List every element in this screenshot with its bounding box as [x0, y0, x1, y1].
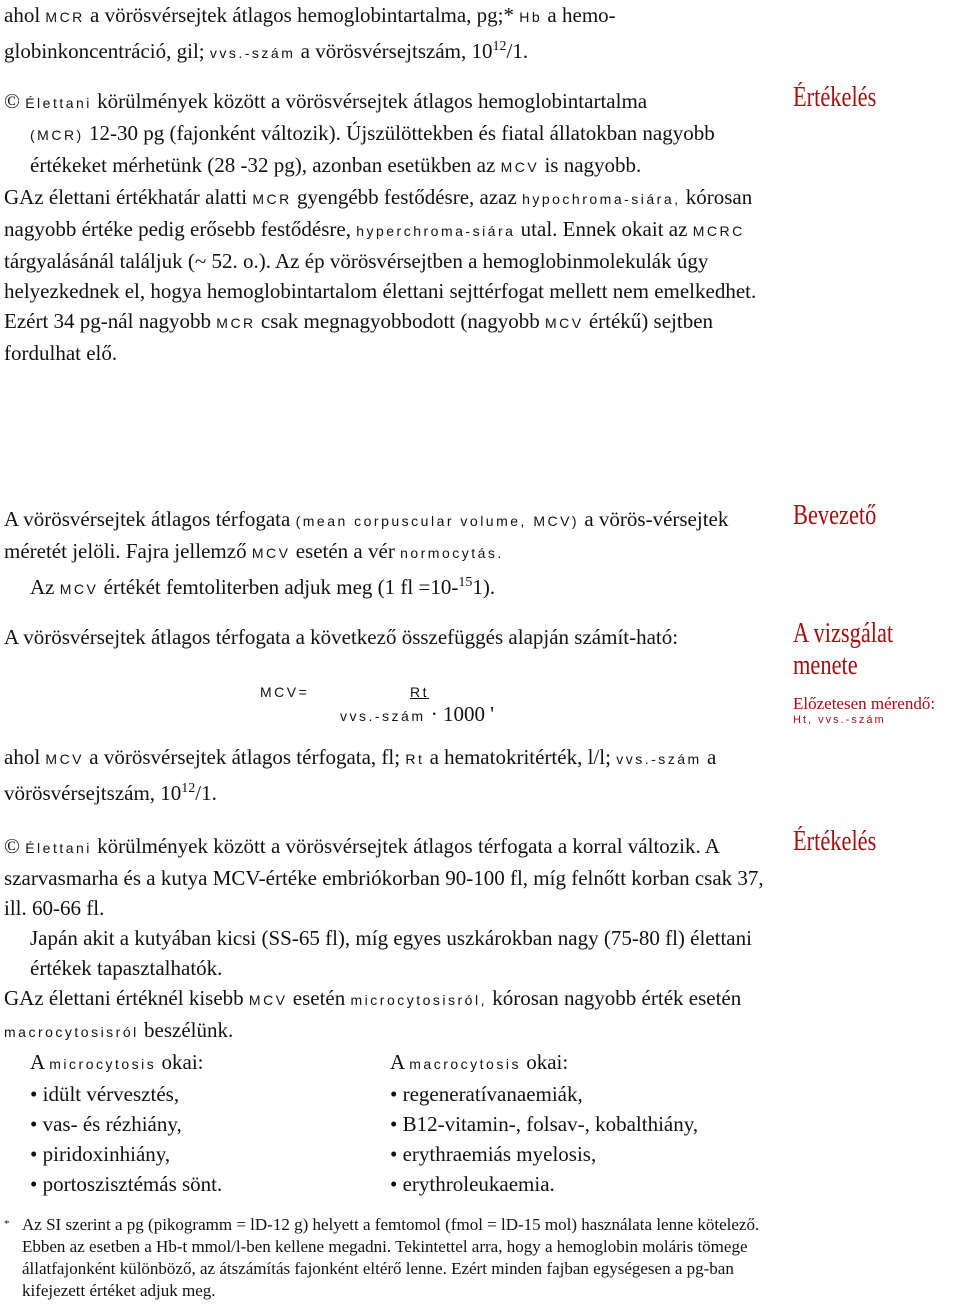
macrocytosis-causes — [390, 1047, 750, 1199]
text: nagyobb értékeket mérhetünk (28 -32 pg), azonban esetükben az — [30, 121, 715, 177]
text: 12-30 pg (fajonként változik). Újszülöttekben és fiatal állatokban — [88, 121, 638, 145]
side-title: Bevezető — [793, 500, 877, 531]
cause-lists — [4, 1047, 779, 1199]
text: a vörösvérsejtszám, 10 — [300, 39, 493, 63]
side-subnote: Ht, vvs.-szám — [793, 714, 886, 726]
formula-numerator: Rt — [410, 684, 429, 700]
lead-word: Élettani — [25, 840, 92, 856]
text: is nagyobb. — [544, 153, 642, 177]
exponent: 12 — [181, 781, 196, 796]
sidebar-heading-intro — [793, 500, 958, 532]
abbr-rt: Rt — [405, 751, 425, 767]
abbr-mcv: MCV — [248, 992, 288, 1008]
term-microcytosis: microcytosisról, — [350, 992, 487, 1008]
list-heading — [30, 1047, 390, 1079]
term-microcytosis: microcytosis — [49, 1056, 157, 1072]
copyright-icon: © — [4, 834, 20, 858]
list-item: • erythroleukaemia. — [390, 1169, 750, 1199]
text: A vörösvérsejtek átlagos térfogata — [4, 507, 291, 531]
top-line-2 — [4, 32, 779, 68]
text: 1). — [472, 575, 496, 599]
top-line-1 — [4, 0, 779, 32]
abbr-vvs: vvs.-szám — [209, 45, 296, 61]
list-item: • piridoxinhiány, — [30, 1139, 390, 1169]
abbr-mcr: MCR — [216, 315, 256, 331]
text: esetén a vér — [295, 539, 395, 563]
text: /1. — [506, 39, 529, 63]
footnote-marker: * — [4, 1218, 10, 1230]
list-item: • erythraemiás myelosis, — [390, 1139, 750, 1169]
abbr-mcv: MCV — [544, 315, 584, 331]
text: kórosan nagyobb érték esetén — [492, 986, 742, 1010]
text: ahol — [4, 3, 41, 27]
list-item: • portoszisztémás sönt. — [30, 1169, 390, 1199]
text: A — [390, 1050, 405, 1074]
text: globinkoncentráció, gil; — [4, 39, 205, 63]
text: tárgyalásánál találjuk (~ 52. o.). Az ép vörösvérsejtben a hemoglobinmolekulák úgy helyezkednek el, hogya hemoglobintartalom élettani sejttérfogat mellett nem emelkedhet. Ezért 34 pg-nál nagyobb — [4, 249, 757, 333]
text: GAz élettani értékhatár alatti — [4, 185, 248, 209]
exponent: 15 — [458, 575, 473, 590]
method-paragraph: A vörösvérsejtek átlagos térfogata a következő összefüggés alapján számít-ható: — [4, 625, 679, 649]
abbr-mcr: MCR — [45, 9, 85, 25]
text: értékű) sejtben fordulhat elő. — [4, 309, 714, 365]
text: · 1000 ' — [430, 702, 495, 726]
text: esetén — [292, 986, 346, 1010]
intro-unit-line — [4, 568, 779, 604]
text: csak megnagyobbodott (nagyobb — [260, 309, 540, 333]
abbr-mcr: MCR) — [37, 127, 84, 143]
abbr-mcv: MCV — [45, 751, 85, 767]
sidebar-heading-evaluation-1 — [793, 82, 958, 114]
text: a hemo- — [547, 3, 616, 27]
lead-word: Élettani — [25, 95, 92, 111]
exponent: 12 — [492, 39, 507, 54]
list-heading — [390, 1047, 750, 1079]
term-hypochromasia: hypochroma-siára, — [522, 191, 681, 207]
list-item: • vas- és rézhiány, — [30, 1109, 390, 1139]
text: beszélünk. — [144, 1018, 234, 1042]
list-item: • regeneratívanaemiák, — [390, 1079, 750, 1109]
sidebar-heading-method — [793, 618, 958, 726]
abbr-vvs: vvs.-szám — [616, 751, 702, 767]
method-definitions — [4, 742, 779, 808]
side-note: Előzetesen mérendő: — [793, 694, 936, 713]
method-section — [4, 622, 779, 652]
evaluation-paragraph-2 — [4, 182, 779, 368]
evaluation-section-2 — [4, 831, 779, 1199]
text: a vörösvérsejtek átlagos térfogata, fl; — [89, 745, 401, 769]
evaluation-paragraph-3 — [4, 983, 779, 1047]
microcytosis-causes — [30, 1047, 390, 1199]
copyright-icon: © — [4, 89, 20, 113]
abbr-vvs: vvs.-szám — [340, 708, 426, 724]
text: gyengébb festődésre, azaz — [297, 185, 517, 209]
text: Az — [30, 575, 55, 599]
text: körülmények között a vörösvérsejtek átlagos térfogata a korral változik. A szarvasmarha és a kutya MCV-értéke embriókorban 90-100 fl, míg felnőtt korban csak 37, ill. 60-66 fl. — [4, 834, 764, 920]
abbr-hb: Hb — [519, 9, 543, 25]
text: a vörösvérsejtszám, 10 — [4, 745, 717, 805]
text: értékét femtoliterben adjuk meg (1 fl =10- — [103, 575, 459, 599]
intro-section — [4, 504, 779, 604]
evaluation-section-1 — [4, 86, 779, 368]
term-hyperchromasia: hyperchroma-siára — [356, 223, 516, 239]
evaluation-paragraph-1-cont: (MCR) 12-30 pg (fajonként változik). Újszülöttekben és fiatal állatokban nagyobb értékeket mérhetünk (28 -32 pg), azonban esetükben az MCV is nagyobb. — [30, 121, 715, 177]
list-item: • idült vérvesztés, — [30, 1079, 390, 1109]
list-item: • B12-vitamin-, folsav-, kobalthiány, — [390, 1109, 750, 1139]
term-macrocytosis: macrocytosisról — [4, 1024, 139, 1040]
text: ahol — [4, 745, 41, 769]
cause-list — [30, 1079, 390, 1199]
footnote: Az SI szerint a pg (pikogramm = lD-12 g) helyett a femtomol (fmol = lD-15 mol) használata lenne kötelező. Ebben az esetben a Hb-t mmol/l-ben kellene megadni. Tekintettel arra, hogy a hemoglobin moláris tömege állatfajonként különböző, az átszámítás fajonként eltérő lenne. Ezért minden fajban egységesen a pg-ban kifejezett értéket adjuk meg. — [22, 1215, 760, 1300]
definition-line — [4, 742, 779, 808]
abbr-mcrc: MCRC — [692, 223, 745, 239]
text: GAz élettani értéknél kisebb — [4, 986, 244, 1010]
term-normocytas: normocytás. — [400, 545, 504, 561]
evaluation-paragraph-1 — [4, 86, 779, 118]
intro-paragraph — [4, 504, 779, 568]
abbr-mcv: MCV — [251, 545, 291, 561]
formula-denominator — [340, 702, 494, 727]
side-title: A vizsgálat menete — [793, 618, 894, 681]
formula-lhs: MCV= — [260, 684, 310, 700]
text: A — [30, 1050, 45, 1074]
text: a vörös-vérsejtek méretét jelöli. Fajra jellemző — [4, 507, 729, 563]
english-term: (mean corpuscular volume, MCV) — [295, 513, 580, 529]
text: a vörösvérsejtek átlagos hemoglobintartalma, pg;* — [90, 3, 515, 27]
evaluation-paragraph-2: Japán akit a kutyában kicsi (SS-65 fl), míg egyes uszkárokban nagy (75-80 fl) élettani értékek tapasztalhatók. — [30, 926, 752, 980]
cause-list — [390, 1079, 750, 1199]
side-title: Értékelés — [793, 82, 877, 113]
top-lines — [4, 0, 779, 68]
text: okai: — [161, 1050, 204, 1074]
text: körülmények között a vörösvérsejtek átlagos hemoglobintartalma — [97, 89, 648, 113]
text: kórosan nagyobb értéke pedig erősebb festődésre, — [4, 185, 753, 241]
abbr-mcv: MCV — [59, 581, 99, 597]
text: okai: — [526, 1050, 569, 1074]
text: a hematokritérték, l/l; — [429, 745, 611, 769]
abbr-mcr: MCR — [252, 191, 292, 207]
abbr-mcv: MCV — [500, 159, 540, 175]
text: utal. Ennek okait az — [520, 217, 688, 241]
side-title: Értékelés — [793, 826, 877, 857]
term-macrocytosis: macrocytosis — [409, 1056, 521, 1072]
sidebar-heading-evaluation-2 — [793, 826, 958, 858]
evaluation-paragraph-1 — [4, 831, 779, 923]
text: /1. — [195, 781, 217, 805]
